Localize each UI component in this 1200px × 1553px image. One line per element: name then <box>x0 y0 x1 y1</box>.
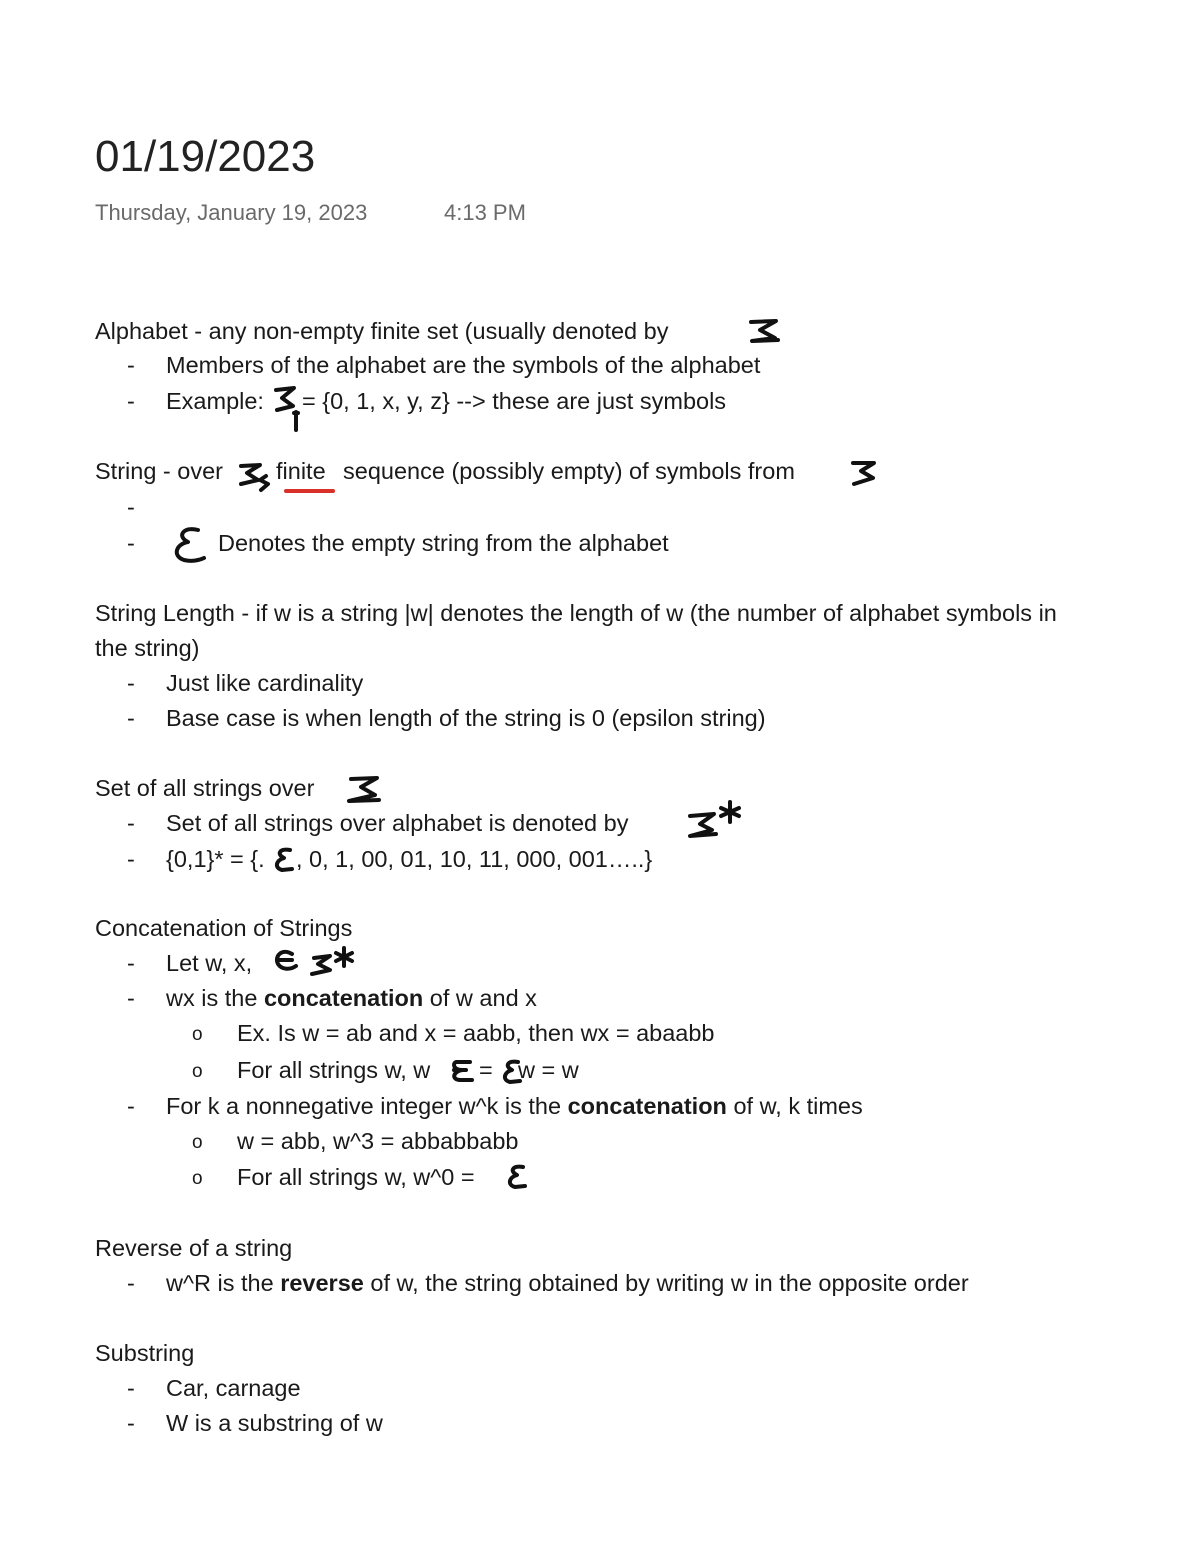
concat-heading: Concatenation of Strings <box>95 915 353 941</box>
concat-sub-4: For all strings w, w^0 = <box>237 1164 475 1190</box>
bullet-dash: - <box>127 1375 135 1401</box>
substring-bullet-1: Car, carnage <box>166 1375 301 1401</box>
concat-bullet-1: Let w, x, <box>166 950 253 976</box>
set-bullet-2-b: , 0, 1, 00, 01, 10, 11, 000, 001…..} <box>296 846 653 872</box>
alphabet-bullet-2-label: Example: <box>166 388 264 414</box>
substring-bullet-2: W is a substring of w <box>166 1410 383 1436</box>
length-heading-1: String Length - if w is a string |w| denotes the length of w (the number of alphabet symbols in <box>95 600 1057 626</box>
bullet-dash: - <box>127 1093 135 1119</box>
sigma-star-handwritten-icon <box>686 800 748 842</box>
concat-sub-1: Ex. Is w = ab and x = aabb, then wx = abaabb <box>237 1020 715 1046</box>
bullet-dash: - <box>127 670 135 696</box>
concat-sub-3: w = abb, w^3 = abbabbabb <box>237 1128 519 1154</box>
alphabet-bullet-2-rest: = {0, 1, x, y, z} --> these are just symbols <box>302 388 727 414</box>
bullet-dash: - <box>127 810 135 836</box>
page-date: Thursday, January 19, 2023 <box>95 200 368 225</box>
concat-bullet-2: wx is the concatenation of w and x <box>166 985 537 1011</box>
alphabet-bullet-1: Members of the alphabet are the symbols of the alphabet <box>166 352 761 378</box>
set-bullet-1: Set of all strings over alphabet is denoted by <box>166 810 629 836</box>
sigma-handwritten-icon <box>748 318 782 344</box>
bullet-dash: - <box>127 1270 135 1296</box>
sub-bullet: o <box>192 1024 203 1045</box>
string-heading-finite: finite <box>276 458 326 484</box>
length-heading-2: the string) <box>95 635 200 661</box>
length-bullet-1: Just like cardinality <box>166 670 364 696</box>
concat-bullet-3: For k a nonnegative integer w^k is the concatenation of w, k times <box>166 1093 863 1119</box>
red-underline <box>284 489 335 493</box>
page-time: 4:13 PM <box>444 200 526 225</box>
page-title: 01/19/2023 <box>95 132 316 181</box>
concat-sub-2-b: = <box>479 1057 493 1083</box>
concat-sub-2-c: w = w <box>518 1057 579 1083</box>
bullet-dash: - <box>127 494 135 520</box>
set-bullet-2-a: {0,1}* = {. <box>166 846 265 872</box>
sigma-handwritten-icon <box>850 460 878 488</box>
epsilon-handwritten-icon <box>170 526 210 566</box>
sub-bullet: o <box>192 1061 203 1082</box>
bullet-dash: - <box>127 950 135 976</box>
sub-bullet: o <box>192 1132 203 1153</box>
string-heading-a: String - over <box>95 458 223 484</box>
alphabet-heading: Alphabet - any non-empty finite set (usually denoted by <box>95 318 669 344</box>
bullet-dash: - <box>127 985 135 1011</box>
bullet-dash: - <box>127 352 135 378</box>
bullet-dash: - <box>127 705 135 731</box>
substring-heading: Substring <box>95 1340 195 1366</box>
bullet-dash: - <box>127 530 135 556</box>
sub-bullet: o <box>192 1168 203 1189</box>
reverse-bullet-1: w^R is the reverse of w, the string obtained by writing w in the opposite order <box>166 1270 969 1296</box>
length-bullet-2: Base case is when length of the string is 0 (epsilon string) <box>166 705 766 731</box>
sigma-handwritten-icon <box>345 775 383 805</box>
bullet-dash: - <box>127 846 135 872</box>
string-bullet-2: Denotes the empty string from the alphabet <box>218 530 669 556</box>
element-of-sigma-star-handwritten-icon <box>272 946 362 980</box>
bullet-dash: - <box>127 1410 135 1436</box>
bullet-dash: - <box>127 388 135 414</box>
epsilon-handwritten-icon <box>450 1058 474 1084</box>
reverse-heading: Reverse of a string <box>95 1235 293 1261</box>
epsilon-handwritten-icon <box>272 846 296 874</box>
epsilon-handwritten-icon <box>505 1163 529 1191</box>
concat-sub-2-a: For all strings w, w <box>237 1057 431 1083</box>
set-heading: Set of all strings over <box>95 775 315 801</box>
sigma-handwritten-icon <box>238 462 272 494</box>
string-heading-b: sequence (possibly empty) of symbols from <box>343 458 795 484</box>
